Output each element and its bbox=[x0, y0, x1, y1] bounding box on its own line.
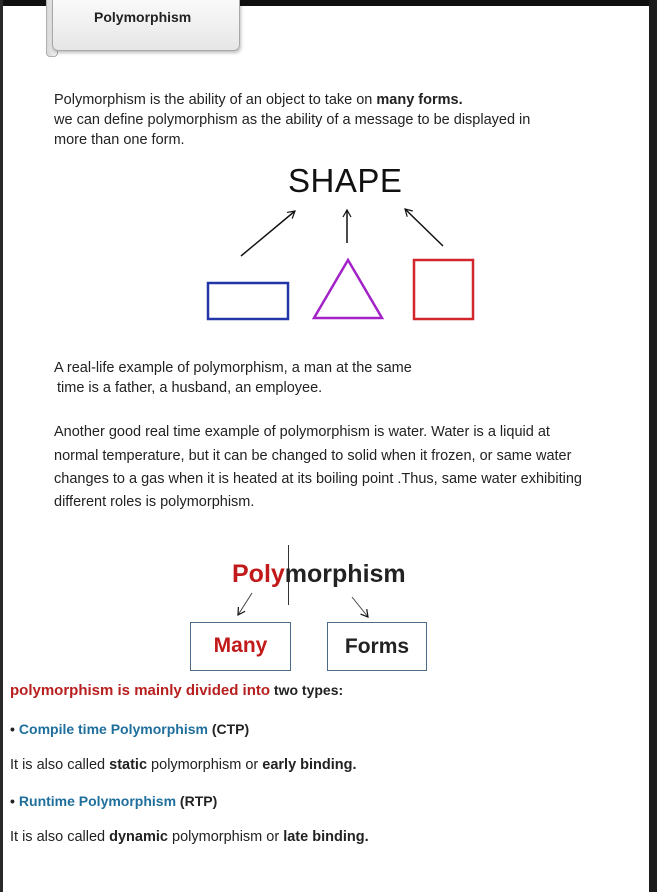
example2-line-2: normal temperature, but it can be changed to solid when it frozen, or same water bbox=[54, 448, 572, 464]
shape-heading: SHAPE bbox=[288, 162, 403, 199]
forms-box: Forms bbox=[327, 622, 427, 671]
ctp-item: • Compile time Polymorphism (CTP) bbox=[10, 721, 250, 737]
morphism-suffix: morphism bbox=[284, 560, 406, 588]
ctp-description: It is also called static polymorphism or early binding. bbox=[10, 757, 357, 773]
intro-line-3: more than one form. bbox=[54, 132, 185, 148]
intro-line-2: we can define polymorphism as the ability of a message to be displayed in bbox=[54, 112, 531, 128]
rectangle-shape bbox=[208, 283, 288, 319]
many-arrow bbox=[238, 593, 252, 615]
many-box: Many bbox=[190, 622, 291, 671]
forms-arrow bbox=[352, 597, 368, 617]
rtp-description: It is also called dynamic polymorphism or late binding. bbox=[10, 829, 369, 845]
example2-line-4: different roles is polymorphism. bbox=[54, 494, 255, 510]
example2-line-1: Another good real time example of polymorphism is water. Water is a liquid at bbox=[54, 424, 550, 440]
triangle-shape bbox=[314, 260, 382, 318]
polymorphism-word bbox=[232, 560, 406, 589]
arrow-right bbox=[405, 209, 443, 246]
rtp-item: • Runtime Polymorphism (RTP) bbox=[10, 793, 218, 809]
square-shape bbox=[414, 260, 473, 319]
intro-line-1: Polymorphism is the ability of an object to take on many forms. bbox=[54, 92, 463, 108]
types-intro: polymorphism is mainly divided into two types: bbox=[10, 682, 344, 699]
example2-line-3: changes to a gas when it is heated at its boiling point .Thus, same water exhibiting bbox=[54, 471, 582, 487]
arrow-left bbox=[241, 211, 295, 256]
example1-line-2: time is a father, a husband, an employee. bbox=[57, 380, 323, 396]
example1-line-1: A real-life example of polymorphism, a man at the same bbox=[54, 360, 412, 376]
poly-prefix: Poly bbox=[232, 560, 285, 588]
page-title: Polymorphism bbox=[94, 9, 192, 25]
